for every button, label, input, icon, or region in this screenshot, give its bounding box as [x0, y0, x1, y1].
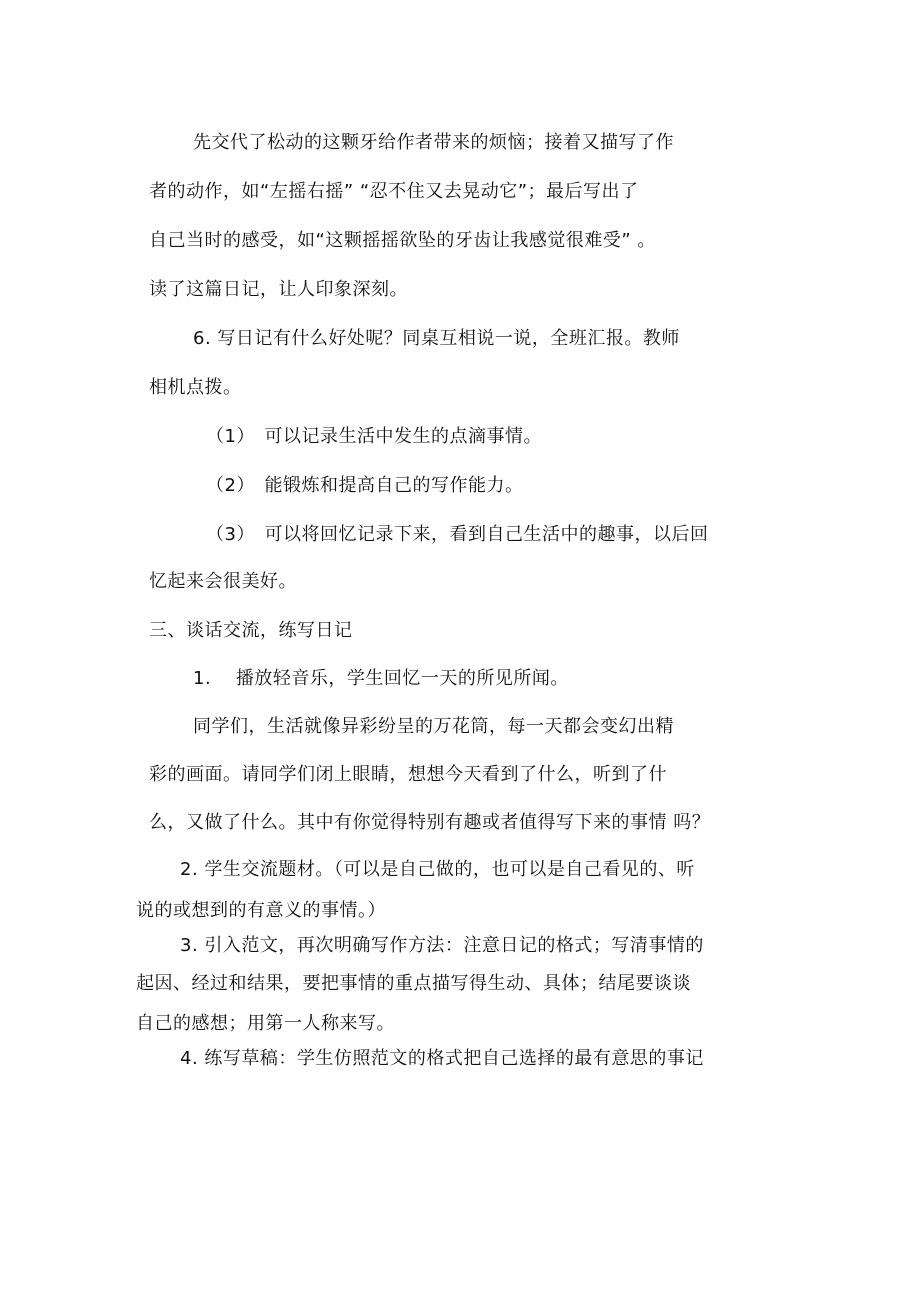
- text-line: 忆起来会很美好。: [149, 571, 297, 592]
- text-line: 么，又做了什么。其中有你觉得特别有趣或者值得写下来的事情 吗？: [149, 812, 711, 833]
- text-line: （3） 可以将回忆记录下来，看到自己生活中的趣事，以后回: [206, 524, 709, 545]
- text-line: 说的或想到的有意义的事情。）: [136, 900, 386, 921]
- text-line: 自己的感想；用第一人称来写。: [136, 1013, 395, 1034]
- text-line: 同学们，生活就像异彩纷呈的万花筒，每一天都会变幻出精: [193, 716, 674, 737]
- text-line: 读了这篇日记，让人印象深刻。: [149, 279, 408, 300]
- text-line: （1） 可以记录生活中发生的点滴事情。: [206, 426, 542, 447]
- text-line: 先交代了松动的这颗牙给作者带来的烦恼；接着又描写了作: [193, 132, 674, 153]
- text-line: 1. 播放轻音乐，学生回忆一天的所见所闻。: [193, 668, 569, 689]
- text-line: 相机点拨。: [149, 377, 242, 398]
- text-line: （2） 能锻炼和提高自己的写作能力。: [206, 475, 524, 496]
- text-line: 3. 引入范文，再次明确写作方法：注意日记的格式；写清事情的: [180, 935, 704, 956]
- text-line: 6. 写日记有什么好处呢？同桌互相说一说，全班汇报。教师: [193, 328, 680, 349]
- text-line: 彩的画面。请同学们闭上眼睛，想想今天看到了什么，听到了什: [149, 764, 667, 785]
- text-line: 4. 练写草稿：学生仿照范文的格式把自己选择的最有意思的事记: [180, 1048, 704, 1069]
- text-line: 起因、经过和结果，要把事情的重点描写得生动、具体；结尾要谈谈: [136, 973, 691, 994]
- section-heading: 三、谈话交流，练写日记: [149, 620, 353, 641]
- text-line: 者的动作，如“左摇右摇” “忍不住又去晃动它”；最后写出了: [149, 181, 639, 202]
- text-line: 自己当时的感受，如“这颗摇摇欲坠的牙齿让我感觉很难受” 。: [149, 230, 656, 251]
- text-line: 2. 学生交流题材。（可以是自己做的，也可以是自己看见的、听: [180, 859, 695, 880]
